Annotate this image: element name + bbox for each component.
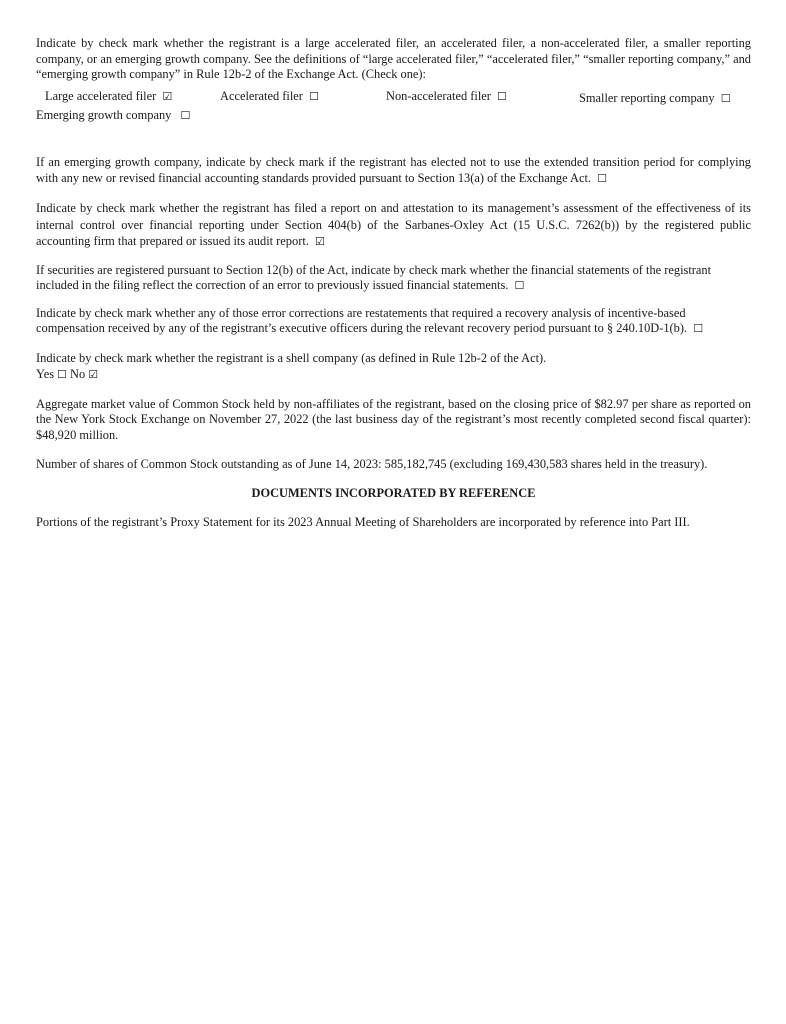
no-checkbox[interactable]: ☑ bbox=[88, 368, 99, 381]
option-label: Large accelerated filer bbox=[45, 88, 157, 103]
option-label: Smaller reporting company bbox=[579, 90, 715, 105]
documents-incorporated-text: Portions of the registrant’s Proxy Statement for its 2023 Annual Meeting of Shareholders are incorporated by reference into Part III. bbox=[36, 515, 690, 529]
no-label: No bbox=[70, 367, 86, 381]
restatements-paragraph bbox=[36, 306, 751, 337]
yes-checkbox[interactable]: ☐ bbox=[57, 368, 67, 381]
option-smaller-reporting-company bbox=[579, 91, 731, 106]
filer-status-section bbox=[36, 36, 751, 123]
document-page bbox=[36, 36, 751, 531]
shares-outstanding-paragraph: Number of shares of Common Stock outstanding as of June 14, 2023: 585,182,745 (excluding 169,430,583 shares held in the treasury). bbox=[36, 457, 708, 471]
filer-options-row bbox=[36, 89, 751, 108]
error-correction-paragraph bbox=[36, 263, 751, 294]
yes-label: Yes bbox=[36, 367, 55, 381]
option-label: Accelerated filer bbox=[220, 88, 303, 103]
option-label: Non-accelerated filer bbox=[386, 88, 491, 103]
shell-company-text: Indicate by check mark whether the registrant is a shell company (as defined in Rule 12b-2 of the Act). bbox=[36, 350, 547, 365]
option-emerging-growth-company bbox=[36, 108, 751, 124]
documents-incorporated-heading: DOCUMENTS INCORPORATED BY REFERENCE bbox=[251, 485, 536, 500]
error-correction-checkbox[interactable]: ☐ bbox=[514, 279, 525, 292]
option-accelerated-filer bbox=[220, 89, 319, 104]
option-large-accelerated-filer bbox=[45, 89, 172, 104]
transition-period-text: If an emerging growth company, indicate by check mark if the registrant has elected not to use the extended transition period for complying with any new or revised financial accounting standards provided pursuant to Section 13(a) of the Exchange Act. bbox=[36, 155, 751, 185]
restatements-text: Indicate by check mark whether any of those error corrections are restatements that required a recovery analysis of incentive-based compensation received by any of the registrant’s executive officers during the relevant recovery period pursuant to § 240.10D-1(b). bbox=[36, 305, 688, 335]
accelerated-filer-checkbox[interactable]: ☐ bbox=[309, 89, 319, 103]
option-label: Emerging growth company bbox=[36, 107, 172, 122]
smaller-reporting-company-checkbox[interactable]: ☐ bbox=[720, 91, 731, 105]
transition-period-paragraph bbox=[36, 155, 751, 186]
restatements-checkbox[interactable]: ☐ bbox=[693, 322, 704, 335]
internal-control-text: Indicate by check mark whether the registrant has filed a report on and attestation to its management’s assessment of the effectiveness of its internal control over financial reporting under Section 404(b) of the Sarbanes-Oxley Act (15 U.S.C. 7262(b)) by the registered public accounting firm that prepared or issued its audit report. bbox=[36, 201, 751, 248]
large-accelerated-filer-checkbox[interactable]: ☑ bbox=[162, 89, 173, 103]
internal-control-paragraph bbox=[36, 200, 751, 251]
option-non-accelerated-filer bbox=[386, 89, 507, 104]
filer-status-intro: Indicate by check mark whether the registrant is a large accelerated filer, an accelerated filer, a non-accelerated filer, a smaller reporting company, or an emerging growth company. See the definitions of “large accelerated filer,” “accelerated filer,” “smaller reporting company,” and “emerging growth company” in Rule 12b-2 of the Exchange Act. (Check one): bbox=[36, 36, 751, 81]
internal-control-checkbox[interactable]: ☑ bbox=[314, 235, 325, 248]
shell-company-section bbox=[36, 351, 751, 383]
error-correction-text: If securities are registered pursuant to Section 12(b) of the Act, indicate by check mark whether the financial statements of the registrant included in the filing reflect the correction of an error to previously issued financial statements. bbox=[36, 262, 712, 292]
emerging-growth-company-checkbox[interactable]: ☐ bbox=[180, 108, 191, 122]
market-value-paragraph: Aggregate market value of Common Stock held by non-affiliates of the registrant, based on the closing price of $82.97 per share as reported on the New York Stock Exchange on November 27, 2022 (the last business day of the registrant’s most recently completed second fiscal quarter): $48,920 million. bbox=[36, 396, 751, 442]
transition-period-checkbox[interactable]: ☐ bbox=[597, 171, 607, 185]
non-accelerated-filer-checkbox[interactable]: ☐ bbox=[497, 89, 507, 103]
shell-company-answer bbox=[36, 367, 751, 383]
